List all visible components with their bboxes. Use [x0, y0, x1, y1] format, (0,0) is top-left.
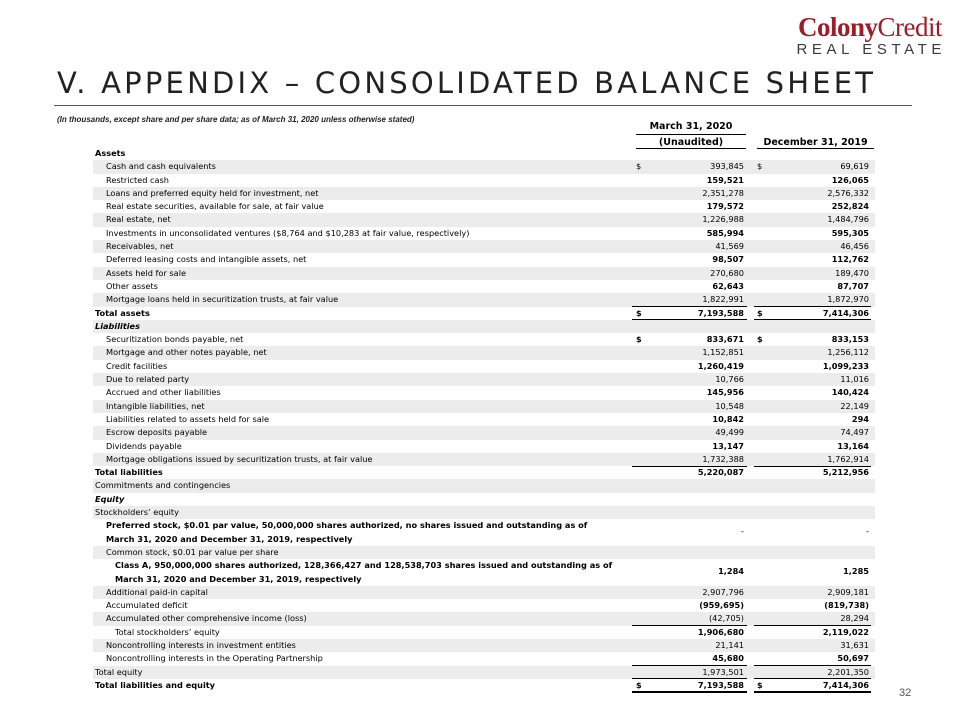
table-row [93, 360, 875, 373]
value-december-2019: 31,631 [840, 639, 869, 650]
table-row [93, 626, 875, 639]
row-label: Securitization bonds payable, net [106, 334, 244, 345]
value-december-2019: 112,762 [831, 254, 869, 265]
table-row [93, 493, 875, 506]
currency-symbol: $ [636, 679, 642, 690]
value-march-2020: - [741, 526, 744, 537]
row-label: Investments in unconsolidated ventures ($8,764 and $10,283 at fair value, respectively) [106, 227, 470, 238]
value-december-2019: 87,707 [837, 280, 869, 291]
value-december-2019: 1,872,970 [827, 294, 869, 305]
table-row [93, 453, 875, 466]
value-december-2019: (819,738) [824, 600, 869, 611]
row-label: Other assets [106, 280, 158, 291]
table-row [93, 652, 875, 665]
table-row [93, 240, 875, 253]
row-label: Total stockholders’ equity [115, 626, 220, 637]
value-march-2020: 41,569 [715, 241, 744, 252]
value-december-2019: - [866, 526, 869, 537]
value-march-2020: 10,766 [715, 374, 744, 385]
row-label: Restricted cash [106, 174, 169, 185]
row-label: Additional paid-in capital [106, 586, 208, 597]
row-label: Accumulated other comprehensive income (loss) [106, 613, 307, 624]
total-underline [632, 692, 747, 693]
table-row [93, 187, 875, 200]
value-december-2019: 833,153 [831, 334, 869, 345]
value-december-2019: 1,256,112 [827, 347, 869, 358]
row-label: Total equity [95, 666, 143, 677]
value-march-2020: 585,994 [706, 227, 744, 238]
value-december-2019: 11,016 [840, 374, 869, 385]
row-label: Class A, 950,000,000 shares authorized, 128,366,427 and 128,538,703 shares issued and outstanding as of March 31, 2020 and December 31, 2019, respectively [115, 560, 613, 584]
table-row [93, 373, 875, 386]
value-december-2019: 294 [851, 413, 869, 424]
page-number: 32 [899, 687, 912, 699]
row-label: Commitments and contingencies [95, 480, 231, 491]
value-december-2019: 2,576,332 [827, 187, 869, 198]
value-march-2020: 1,732,388 [702, 453, 744, 464]
logo-subtitle: REAL ESTATE [796, 41, 946, 58]
table-row [93, 546, 875, 559]
value-march-2020: 2,907,796 [702, 586, 744, 597]
value-march-2020: 62,643 [712, 280, 744, 291]
value-march-2020: 7,193,588 [697, 307, 744, 318]
row-label: Liabilities related to assets held for sale [106, 413, 270, 424]
currency-symbol: $ [757, 334, 763, 345]
table-row [93, 307, 875, 320]
row-label: Deferred leasing costs and intangible assets, net [106, 254, 307, 265]
value-march-2020: 159,521 [706, 174, 744, 185]
value-march-2020: 393,845 [710, 161, 744, 172]
value-march-2020: 1,152,851 [702, 347, 744, 358]
table-row [93, 346, 875, 359]
balance-sheet-table [93, 147, 875, 692]
value-march-2020: 1,284 [718, 566, 744, 577]
table-row [93, 639, 875, 652]
value-march-2020: 7,193,588 [697, 679, 744, 690]
value-march-2020: 21,141 [715, 639, 744, 650]
currency-symbol: $ [636, 161, 642, 172]
header-underline-1 [636, 134, 746, 135]
value-march-2020: 1,260,419 [697, 360, 744, 371]
value-march-2020: 2,351,278 [702, 187, 744, 198]
value-december-2019: 252,824 [831, 201, 869, 212]
row-label: Credit facilities [106, 360, 168, 371]
title-divider [54, 105, 912, 106]
value-march-2020: 49,499 [715, 427, 744, 438]
value-december-2019: 13,164 [837, 440, 869, 451]
row-label: Equity [95, 493, 125, 504]
table-row [93, 413, 875, 426]
table-row [93, 386, 875, 399]
value-december-2019: 1,762,914 [827, 453, 869, 464]
value-december-2019: 2,201,350 [827, 666, 869, 677]
table-row [93, 426, 875, 439]
value-december-2019: 2,909,181 [827, 586, 869, 597]
logo-brand-bold: Colony [797, 12, 878, 42]
row-label: Loans and preferred equity held for investment, net [106, 187, 319, 198]
table-row [93, 440, 875, 453]
value-december-2019: 5,212,956 [822, 467, 869, 478]
table-row [93, 160, 875, 173]
value-march-2020: 5,220,087 [697, 467, 744, 478]
logo-wordmark [792, 12, 942, 42]
value-december-2019: 140,424 [831, 387, 869, 398]
value-december-2019: 2,119,022 [822, 626, 869, 637]
value-march-2020: (42,705) [708, 613, 744, 624]
row-label: Escrow deposits payable [106, 427, 208, 438]
value-march-2020: 1,226,988 [702, 214, 744, 225]
value-march-2020: 13,147 [712, 440, 744, 451]
row-label: Total assets [95, 307, 150, 318]
value-march-2020: 145,956 [706, 387, 744, 398]
value-march-2020: 10,842 [712, 413, 744, 424]
value-december-2019: 28,294 [840, 613, 869, 624]
row-label: Total liabilities [95, 467, 163, 478]
value-march-2020: (959,695) [699, 600, 744, 611]
table-row [93, 612, 875, 625]
table-row [93, 147, 875, 160]
row-label: Mortgage and other notes payable, net [106, 347, 267, 358]
value-march-2020: 179,572 [706, 201, 744, 212]
value-december-2019: 22,149 [840, 400, 869, 411]
value-march-2020: 10,548 [715, 400, 744, 411]
table-note: (In thousands, except share and per share data; as of March 31, 2020 unless otherwise stated) [57, 115, 415, 124]
table-row [93, 227, 875, 240]
table-row [93, 320, 875, 333]
value-december-2019: 1,099,233 [822, 360, 869, 371]
value-december-2019: 189,470 [835, 267, 869, 278]
value-december-2019: 50,697 [837, 653, 869, 664]
row-label: Due to related party [106, 374, 190, 385]
row-label: Preferred stock, $0.01 par value, 50,000,000 shares authorized, no shares issued and outstanding as of March 31, 2020 and December 31, 2019, respectively [106, 520, 588, 544]
table-row [93, 267, 875, 280]
table-row [93, 559, 875, 586]
value-march-2020: 1,822,991 [702, 294, 744, 305]
table-row [93, 599, 875, 612]
row-label: Liabilities [95, 320, 140, 331]
value-december-2019: 69,619 [840, 161, 869, 172]
table-row [93, 586, 875, 599]
table-row [93, 213, 875, 226]
value-december-2019: 595,305 [831, 227, 869, 238]
row-label: Noncontrolling interests in the Operating Partnership [106, 653, 323, 664]
value-march-2020: 270,680 [710, 267, 744, 278]
row-label: Noncontrolling interests in investment entities [106, 639, 296, 650]
value-march-2020: 45,680 [712, 653, 744, 664]
currency-symbol: $ [757, 679, 763, 690]
value-december-2019: 1,484,796 [827, 214, 869, 225]
value-march-2020: 1,973,501 [702, 666, 744, 677]
row-label: Mortgage obligations issued by securitization trusts, at fair value [106, 453, 373, 464]
row-label: Dividends payable [106, 440, 182, 451]
row-label: Accumulated deficit [106, 600, 188, 611]
value-march-2020: 833,671 [706, 334, 744, 345]
value-december-2019: 7,414,306 [822, 679, 869, 690]
total-underline [754, 692, 871, 693]
value-december-2019: 7,414,306 [822, 307, 869, 318]
table-row [93, 506, 875, 519]
table-row [93, 280, 875, 293]
row-label: Total liabilities and equity [95, 679, 215, 690]
table-row [93, 200, 875, 213]
row-label: Intangible liabilities, net [106, 400, 205, 411]
row-label: Real estate, net [106, 214, 171, 225]
table-row [93, 253, 875, 266]
currency-symbol: $ [757, 307, 763, 318]
value-december-2019: 126,065 [831, 174, 869, 185]
row-label: Real estate securities, available for sale, at fair value [106, 201, 324, 212]
table-row [93, 479, 875, 492]
row-label: Stockholders’ equity [95, 507, 179, 518]
value-december-2019: 74,497 [840, 427, 869, 438]
table-row [93, 679, 875, 692]
row-label: Assets [95, 148, 126, 158]
value-march-2020: 98,507 [712, 254, 744, 265]
value-december-2019: 1,285 [843, 566, 869, 577]
currency-symbol: $ [757, 161, 763, 172]
currency-symbol: $ [636, 334, 642, 345]
row-label: Accrued and other liabilities [106, 387, 221, 398]
column-header-unaudited: (Unaudited) [658, 137, 724, 148]
currency-symbol: $ [636, 307, 642, 318]
row-label: Receivables, net [106, 241, 174, 252]
table-row [93, 400, 875, 413]
row-label: Mortgage loans held in securitization trusts, at fair value [106, 294, 339, 305]
table-row [93, 666, 875, 679]
table-row [93, 174, 875, 187]
table-row [93, 466, 875, 479]
value-march-2020: 1,906,680 [697, 626, 744, 637]
company-logo [792, 12, 946, 62]
row-label: Cash and cash equivalents [106, 161, 216, 172]
table-row [93, 519, 875, 546]
value-december-2019: 46,456 [840, 241, 869, 252]
column-header-march-2020: March 31, 2020 [649, 121, 733, 132]
row-label: Assets held for sale [106, 267, 187, 278]
table-row [93, 293, 875, 306]
column-header-december-2019: December 31, 2019 [763, 137, 868, 148]
logo-brand-light: Credit [877, 12, 942, 42]
row-label: Common stock, $0.01 par value per share [106, 546, 279, 557]
table-row [93, 333, 875, 346]
page-title: V. APPENDIX – CONSOLIDATED BALANCE SHEET [57, 66, 877, 100]
